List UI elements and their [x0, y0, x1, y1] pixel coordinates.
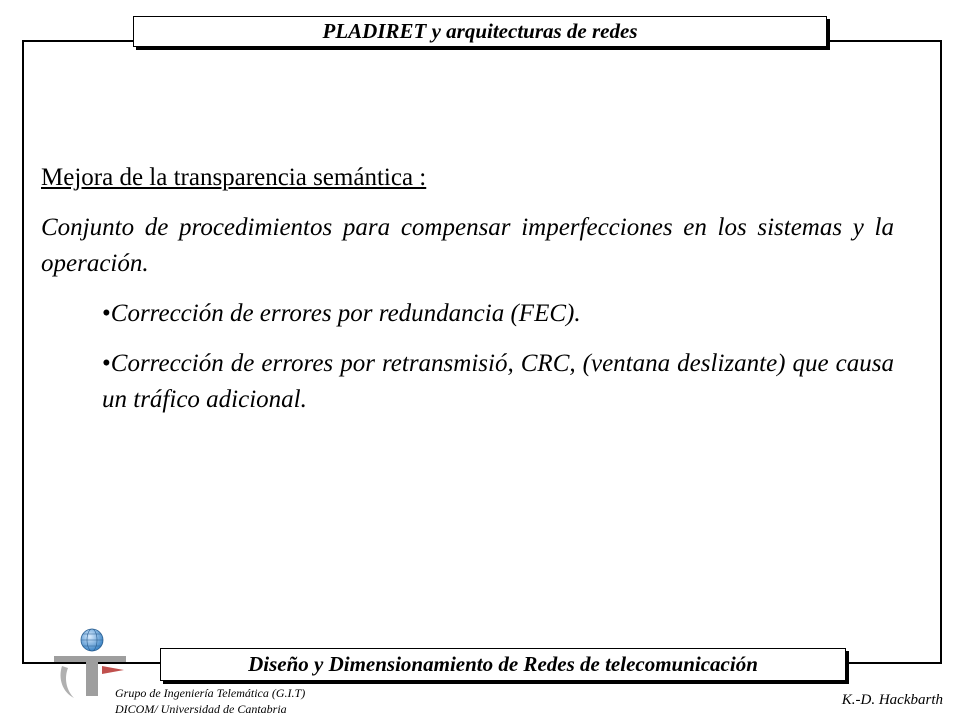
org-line-2: DICOM/ Universidad de Cantabria: [115, 702, 287, 716]
author-name: K.-D. Hackbarth: [841, 692, 943, 708]
slide-title: PLADIRET y arquitecturas de redes: [322, 19, 638, 43]
content-heading: Mejora de la transparencia semántica :: [41, 164, 427, 191]
organization-info: [115, 685, 305, 717]
bullet-marker: •: [102, 300, 111, 327]
bullet-item: [102, 346, 894, 418]
slide-content: [41, 160, 894, 432]
bullet-text: Corrección de errores por retransmisió, CRC, (ventana deslizante) que causa un tráfico adicional.: [102, 350, 894, 413]
bullet-item: [102, 296, 894, 332]
org-line-1: Grupo de Ingeniería Telemática (G.I.T): [115, 686, 306, 700]
bullet-text: Corrección de errores por redundancia (FEC).: [110, 300, 581, 327]
content-paragraph: Conjunto de procedimientos para compensar imperfecciones en los sistemas y la operación.: [41, 214, 894, 277]
slide-title-box: [133, 16, 827, 47]
bullet-marker: •: [102, 350, 111, 377]
footer-title-box: [160, 648, 846, 681]
footer-title: Diseño y Dimensionamiento de Redes de telecomunicación: [248, 652, 758, 676]
